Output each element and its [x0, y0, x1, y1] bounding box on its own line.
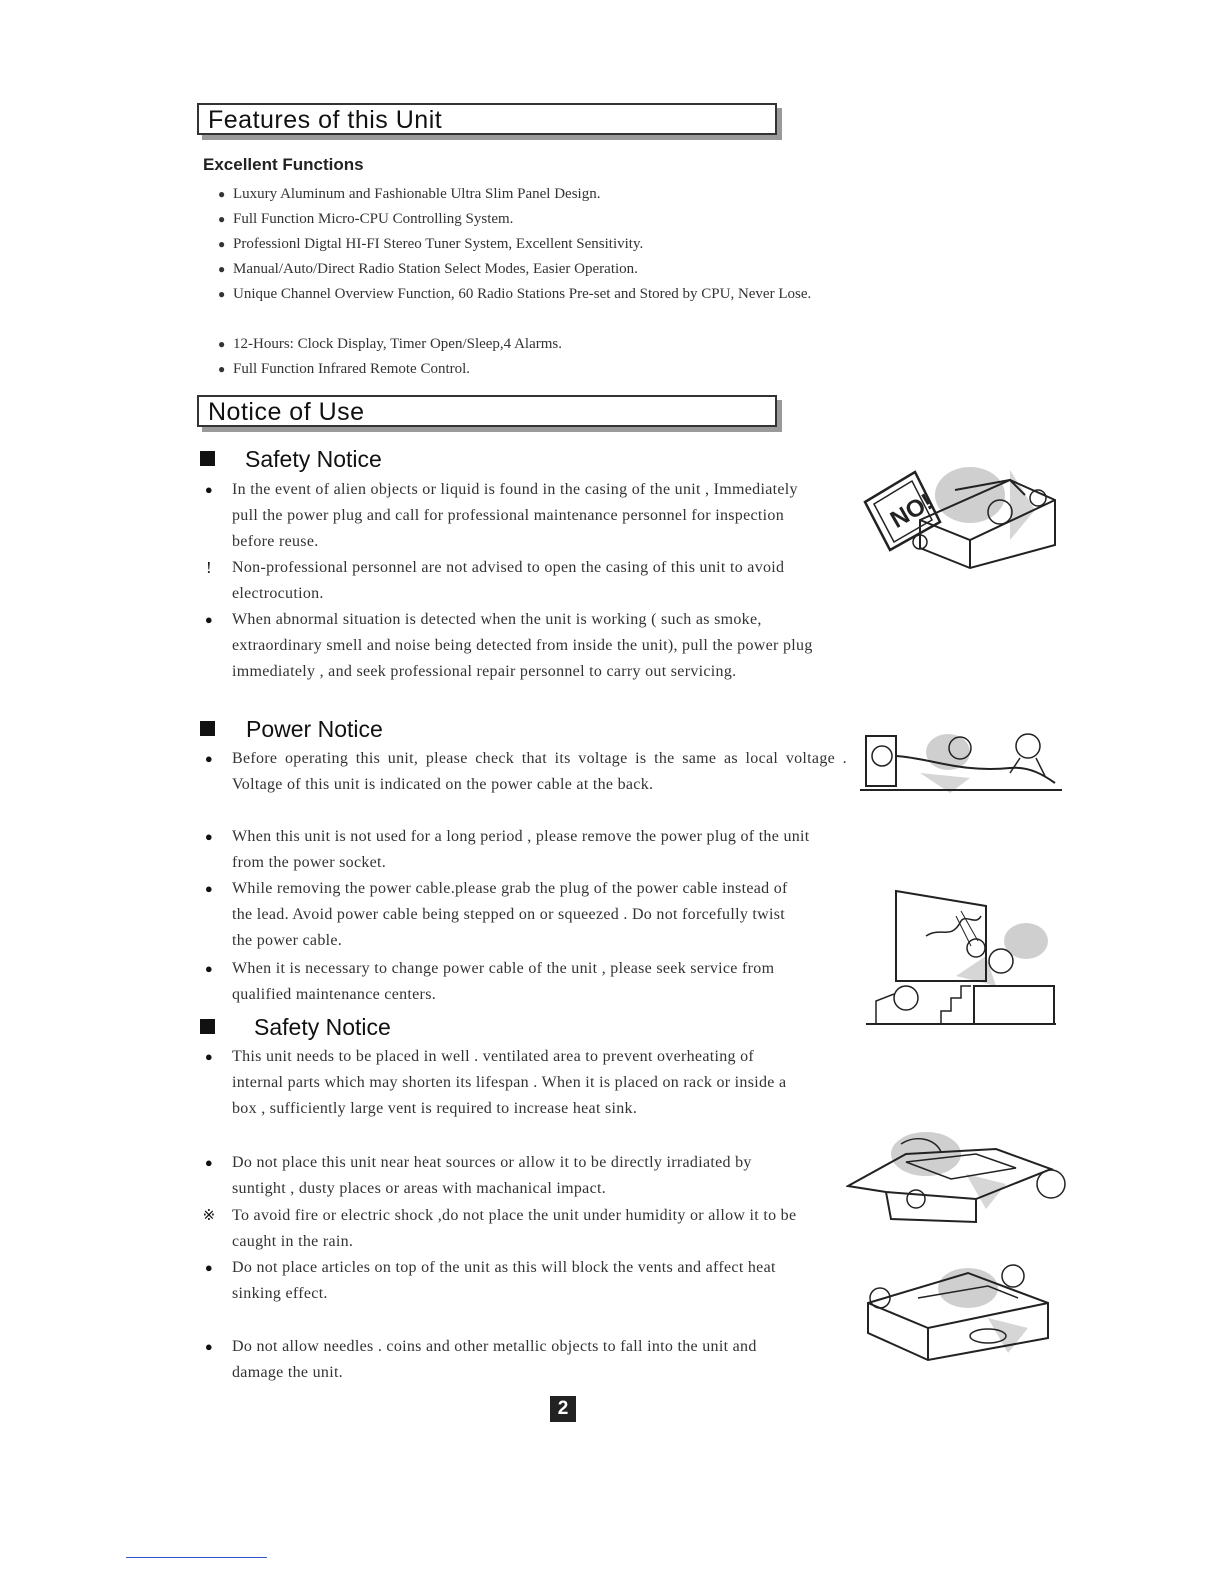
heat-caution-illustration [866, 886, 1061, 1028]
excellent-functions-subtitle: Excellent Functions [203, 155, 364, 174]
notice-item: ● While removing the power cable.please grab the plug of the power cable instead of the lead. Avoid power cable being stepped on or squeezed . Do not forcefully twist the power cable. [204, 880, 788, 949]
notice-item: ● When abnormal situation is detected when the unit is working ( such as smoke, extraordinary smell and noise being detected from inside the unit), pull the power plug immediately , and seek professional repair personnel to carry out servicing. [204, 611, 813, 680]
notice-item: ● This unit needs to be placed in well . ventilated area to prevent overheating of internal parts which may shorten its lifespan . When it is placed on rack or inside a box , sufficiently large vent is required to increase heat sink. [204, 1048, 787, 1117]
no-liquid-illustration [860, 450, 1060, 570]
notice-item: ! Non-professional personnel are not advised to open the casing of this unit to avoid electrocution. [206, 558, 785, 602]
svg-text:NO!: NO! [885, 488, 938, 534]
square-bullet-icon [200, 1019, 215, 1034]
notice-item: ● Do not place articles on top of the unit as this will block the vents and affect heat sinking effect. [204, 1259, 776, 1302]
notice-item: ※ To avoid fire or electric shock ,do not place the unit under humidity or allow it to be caught in the rain. [202, 1207, 797, 1250]
feature-item: ● Full Function Micro-CPU Controlling System. [218, 211, 514, 227]
feature-item: ● Manual/Auto/Direct Radio Station Select Modes, Easier Operation. [218, 261, 638, 277]
safety-notice-heading-2: Safety Notice [200, 1014, 215, 1041]
feature-item: ● Full Function Infrared Remote Control. [218, 361, 471, 377]
notice-item: ● Before operating this unit, please check that its voltage is the same as local voltage . Voltage of this unit is indicated on the power cable at the back. [204, 750, 847, 793]
no-objects-on-top-illustration [858, 1258, 1056, 1366]
page-number: 2 [550, 1396, 576, 1422]
notice-item: ● When it is necessary to change power cable of the unit , please seek service from qualified maintenance centers. [204, 960, 775, 1003]
square-bullet-icon [200, 451, 215, 466]
features-section-title-box [197, 103, 777, 135]
feature-item: ● Luxury Aluminum and Fashionable Ultra Slim Panel Design. [218, 186, 601, 202]
power-notice-heading: Power Notice [200, 716, 215, 743]
footer-divider [126, 1557, 267, 1558]
notice-item: ● Do not allow needles . coins and other metallic objects to fall into the unit and damage the unit. [204, 1338, 757, 1381]
notice-section-title: Notice of Use [208, 398, 365, 426]
ventilation-illustration [846, 1124, 1071, 1224]
notice-item: ● Do not place this unit near heat sources or allow it to be directly irradiated by suntight , dusty places or areas with machanical impact. [204, 1154, 752, 1197]
notice-item: ● In the event of alien objects or liquid is found in the casing of the unit , Immediately pull the power plug and call for professional maintenance personnel for inspection before reuse. [204, 481, 798, 550]
feature-item: ● Unique Channel Overview Function, 60 Radio Stations Pre-set and Stored by CPU, Never Lose. [218, 286, 812, 302]
feature-item: ● Professionl Digtal HI-FI Stereo Tuner System, Excellent Sensitivity. [218, 236, 644, 252]
notice-section-title-box [197, 395, 777, 427]
feature-item: ● 12-Hours: Clock Display, Timer Open/Sleep,4 Alarms. [218, 336, 563, 352]
features-section-title: Features of this Unit [208, 106, 443, 134]
notice-item: ● When this unit is not used for a long period , please remove the power plug of the unit from the power socket. [204, 828, 810, 871]
safety-notice-heading: Safety Notice [200, 446, 215, 473]
power-plug-illustration [860, 728, 1065, 800]
square-bullet-icon [200, 721, 215, 736]
